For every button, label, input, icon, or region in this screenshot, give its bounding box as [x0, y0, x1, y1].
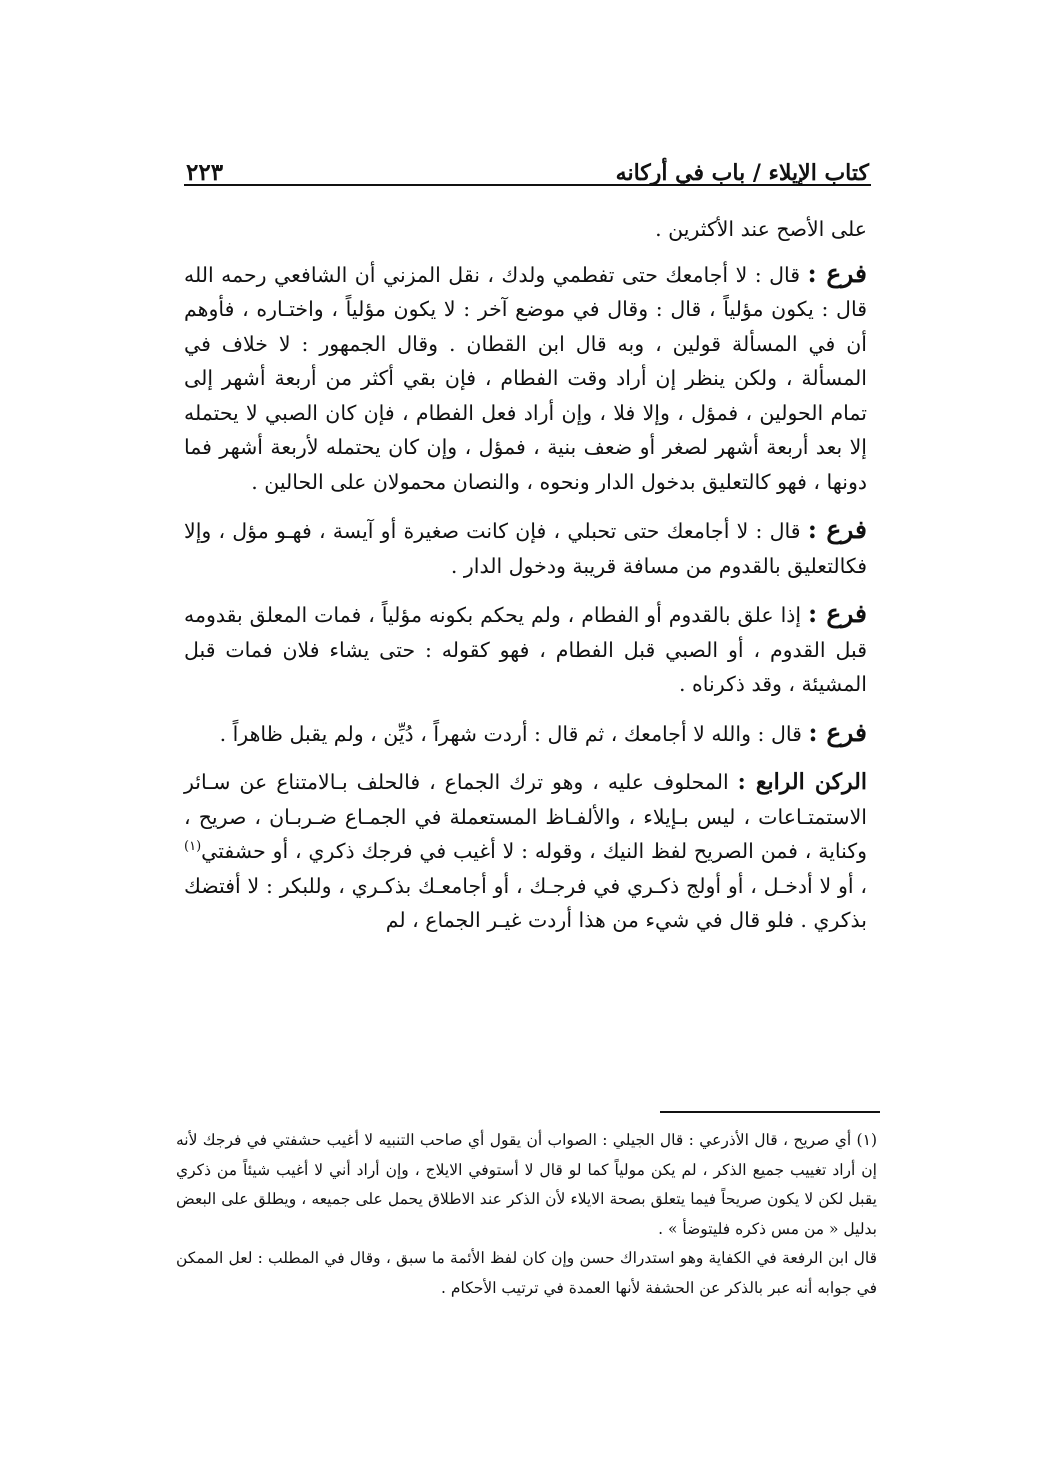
branch-label: فرع :: [807, 258, 867, 288]
opening-line: على الأصح عند الأكثرين .: [655, 217, 867, 241]
footnotes: [176, 1126, 877, 1303]
pillar-text-end: ، أو لا أدخـل ، أو أولج ذكـري في فرجـك ، أو أجامعـك بذكـري ، وللبكر : لا أفتضك بذكري . فلو قال في شيء من هذا أردت غيـر الجماع ، لم: [184, 873, 867, 932]
fourth-pillar-paragraph: [184, 765, 867, 938]
header-divider: [184, 184, 871, 186]
branch-paragraph: [184, 513, 867, 583]
footnote-1: [176, 1126, 877, 1244]
branch-text: قال : والله لا أجامعك ، ثم قال : أردت شهراً ، دُيِّن ، ولم يقبل ظاهراً .: [219, 721, 809, 746]
branch-label: فرع :: [808, 599, 868, 628]
branch-paragraph: [184, 716, 867, 752]
pillar-text-start: المحلوف عليه ، وهو ترك الجماع ، فالحلف بـالامتناع عن سـائر الاستمتـاعات ، ليس بـإيلاء ، والألفـاظ المستعملة في الجمـاع ضـربـان ، صريح ، وكناية ، فمن الصريح لفظ النيك ، وقوله : لا أغيب في فرجك ذكري ، أو حشفتي: [184, 770, 867, 863]
branch-paragraph: [184, 257, 867, 500]
footnote-divider: [660, 1111, 880, 1113]
main-text: [184, 212, 867, 952]
footnote-number: (١): [856, 1131, 877, 1149]
branch-paragraph: [184, 597, 867, 702]
branch-text: قال : لا أجامعك حتى تفطمي ولدك ، نقل المزني أن الشافعي رحمه الله قال : يكون مؤلياً ، قال : وقال في موضع آخر : لا يكون مؤلياً ، واختـاره ، فأوهم أن في المسألة قولين ، وبه قال ابن القطان . وقال الجمهور : لا خلاف في المسألة ، ولكن ينظر إن أراد وقت الفطام ، فإن بقي أكثر من أربعة أشهر إلى تمام الحولين ، فمؤل ، وإلا فلا ، وإن أراد فعل الفطام ، فإن كان الصبي لا يحتمله إلا بعد أربعة أشهر لصغر أو ضعف بنية ، فمؤل ، وإن كان يحتمله لأربعة أشهر فما دونها ، فهو كالتعليق بدخول الدار ونحوه ، والنصان محمولان على الحالين .: [184, 262, 868, 494]
branch-label: فرع :: [807, 515, 868, 544]
footnote-continuation: قال ابن الرفعة في الكفاية وهو استدراك حسن وإن كان لفظ الأئمة ما سبق ، وقال في المطلب : لعل الممكن في جوابه أنه عبر بالذكر عن الحشفة لأنها العمدة في ترتيب الأحكام .: [176, 1249, 877, 1297]
running-header: [186, 140, 869, 186]
page-number: ٢٢٣: [186, 159, 224, 186]
header-title: كتاب الإيلاء / باب في أركانه: [615, 160, 869, 186]
footnote-reference[interactable]: (١): [184, 839, 202, 855]
branch-text: قال : لا أجامعك حتى تحبلي ، فإن كانت صغيرة أو آيسة ، فهـو مؤل ، وإلا فكالتعليق بالقدوم من مسافة قريبة ودخول الدار .: [184, 519, 867, 578]
footnote-text: أي صريح ، قال الأذرعي : قال الجيلي : الصواب أن يقول أي صاحب التنبيه لا أغيب حشفتي في فرجك لأنه إن أراد تغييب جميع الذكر ، لم يكن مولياً كما لو قال لا أستوفي الايلاج ، وإن أراد أني لا أغيب شيئاً من ذكري يقبل لكن لا يكون صريحاً فيما يتعلق بصحة الايلاء لأن الذكر عند الاطلاق يحمل على جميعه ، ويطلق على البعض بدليل « من مس ذكره فليتوضأ » .: [176, 1131, 877, 1238]
branch-text: إذا علق بالقدوم أو الفطام ، ولم يحكم بكونه مؤلياً ، فمات المعلق بقدومه قبل القدوم ، أو الصبي قبل الفطام ، فهو كقوله : حتى يشاء فلان فمات قبل المشيئة ، وقد ذكرناه .: [184, 603, 867, 696]
pillar-label: الركن الرابع :: [737, 769, 867, 795]
branch-label: فرع :: [808, 717, 867, 747]
